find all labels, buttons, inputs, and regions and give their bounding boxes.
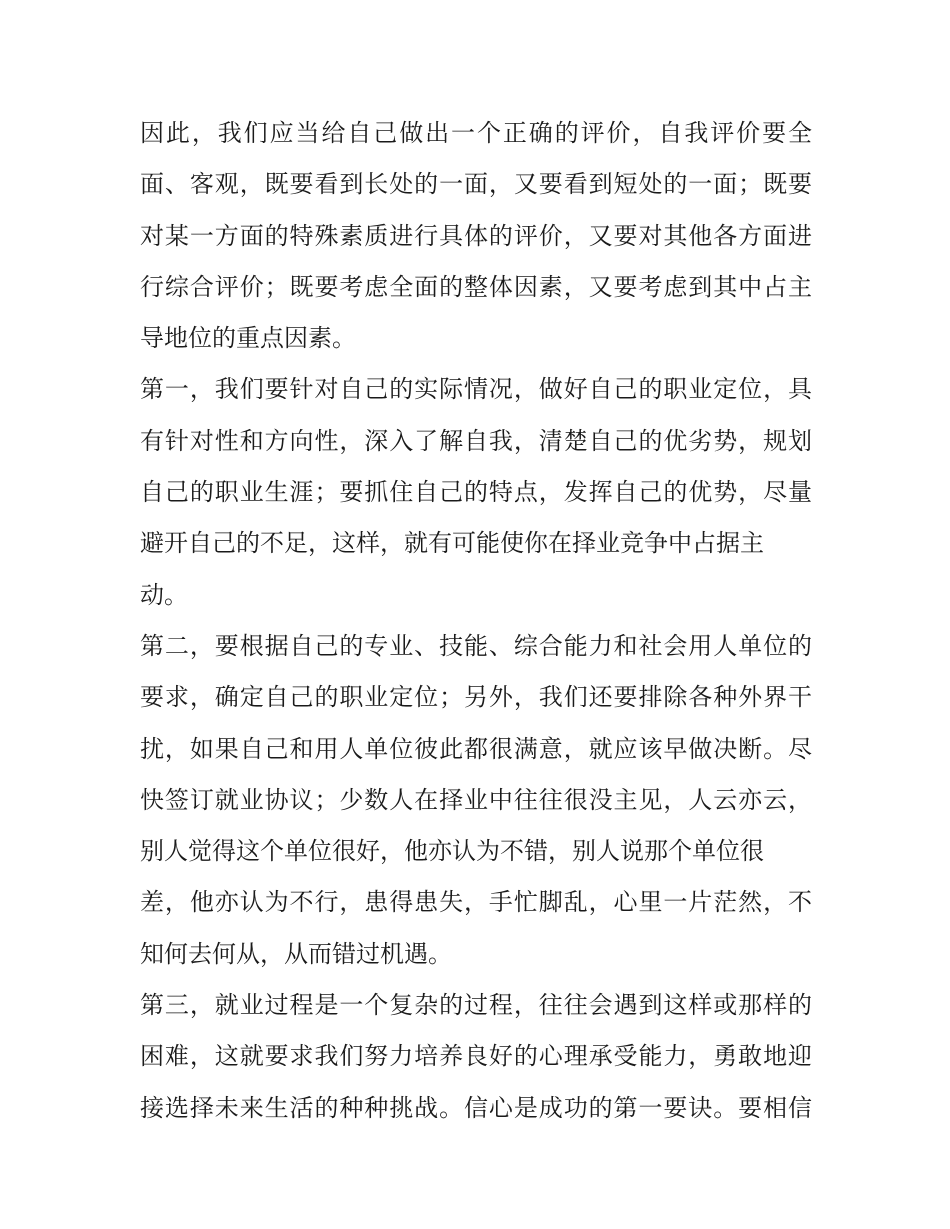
text-line: 避开自己的不足，这样，就有可能使你在择业竞争中占据主 [140, 529, 764, 558]
text-line: 面、客观，既要看到长处的一面，又要看到短处的一面；既要 [140, 170, 812, 199]
paragraph-third [140, 980, 812, 1134]
text-line: 有针对性和方向性，深入了解自我，清楚自己的优劣势，规划 [140, 426, 812, 455]
text-line: 困难，这就要求我们努力培养良好的心理承受能力，勇敢地迎 [140, 1042, 812, 1071]
text-line: 差，他亦认为不行，患得患失，手忙脚乱，心里一片茫然，不 [140, 888, 812, 917]
text-line: 自己的职业生涯；要抓住自己的特点，发挥自己的优势，尽量 [140, 478, 812, 507]
text-line: 对某一方面的特殊素质进行具体的评价，又要对其他各方面进 [140, 221, 812, 250]
text-line: 扰，如果自己和用人单位彼此都很满意，就应该早做决断。尽 [140, 734, 812, 763]
text-line: 导地位的重点因素。 [140, 324, 356, 353]
paragraph-first [140, 364, 812, 620]
paragraph-second [140, 621, 812, 980]
paragraph-self-evaluation [140, 108, 812, 364]
document-body [140, 108, 812, 1134]
text-line: 快签订就业协议；少数人在择业中往往很没主见，人云亦云， [140, 785, 812, 814]
text-line: 接选择未来生活的种种挑战。信心是成功的第一要诀。要相信 [140, 1093, 812, 1122]
text-line: 别人觉得这个单位很好，他亦认为不错，别人说那个单位很 [140, 837, 764, 866]
text-line: 行综合评价；既要考虑全面的整体因素，又要考虑到其中占主 [140, 272, 812, 301]
text-line: 因此，我们应当给自己做出一个正确的评价，自我评价要全 [140, 119, 812, 147]
text-line: 第一，我们要针对自己的实际情况，做好自己的职业定位，具 [140, 375, 812, 404]
text-line: 要求，确定自己的职业定位；另外，我们还要排除各种外界干 [140, 683, 812, 712]
text-line: 第二，要根据自己的专业、技能、综合能力和社会用人单位的 [140, 631, 812, 660]
text-line: 动。 [140, 580, 188, 609]
text-line: 知何去何从，从而错过机遇。 [140, 939, 452, 968]
text-line: 第三，就业过程是一个复杂的过程，往往会遇到这样或那样的 [140, 991, 812, 1020]
